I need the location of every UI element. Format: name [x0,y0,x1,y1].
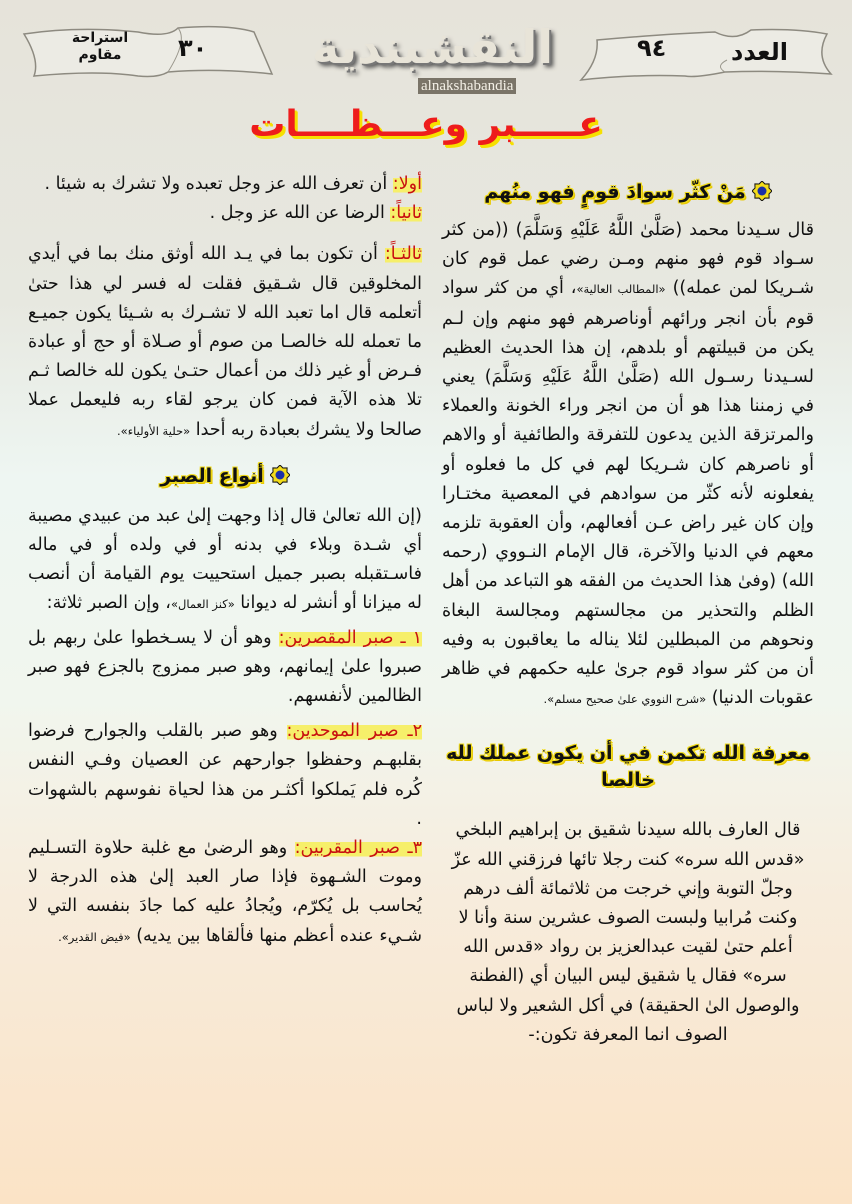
point-item [28,199,422,228]
point-text: الرضا عن الله عز وجل . [209,203,391,224]
point-item [28,240,422,445]
point-item [28,170,422,199]
intro-end: ، وإن الصبر ثلاثة: [46,593,171,614]
heading-text: أنواع الصبر [160,464,264,487]
octagram-star-icon [752,181,772,201]
heading-text: مَنْ كثّر سوادَ قومٍ فهو منُهم [484,181,746,203]
banner-right [575,20,837,82]
ribbon-banner-left-shape [18,20,276,82]
issue-number: ٩٤ [637,34,667,62]
type-label: ٣ـ صبر المقربين: [294,838,422,859]
left-column [28,170,422,952]
paragraph-knowledge: قال العارف بالله سيدنا شقيق بن إبراهيم البلخي «قدس الله سره» كنت رجلا تائها فرزقني الله عزّ وجلّ التوبة وإني خرجت من ثلاثمائة ألف درهم وكنت مُرابيا ولبست الصوف عشرين سنة وأنا لا أعلم حتىٰ لقيت عبدالعزيز بن رواد «قدس الله سره» فقال يا شقيق ليس البيان أي (الفطنة والوصول الىٰ الحقيقة) في أكل الشعير ولا لباس الصوف انما المعرفة تكون:- [451,820,805,1045]
paragraph-majority [442,216,814,714]
citation: «كنز العمال» [170,597,235,612]
right-column [442,178,814,1050]
point-label: أولا: [392,174,422,194]
logo-latin: alnakshabandia [418,78,516,94]
type-label: ١ ـ صبر المقصرين: [278,627,422,648]
logo-arabic: النقشبندية [312,20,554,74]
point-label: ثالثـاً: [384,244,422,265]
banner-left [18,20,276,82]
patience-type [28,834,422,952]
issue-label: العدد [731,38,788,66]
patience-intro [28,502,422,620]
page-header [0,0,852,100]
citation: «فيض القدير». [58,929,131,944]
paragraph-text: قال سـيدنا محمد (صَلَّىٰ اللَّهُ عَلَيْهِ وَسَلَّمَ) ((من كثر سـواد قوم فهو منهم ومـن رضي عمل قوم كان شـريكا لمن عمله)) [442,220,814,299]
banner-label-line1: استراحة [71,30,129,46]
type-text: وهو صبر بالقلب والجوارح فرضوا بقلبهـم وحفظوا جوارحهم عن العصيان وفـي النفس كُره فلم يَملكوا أكثـر من هذا لحياة نفوسهم بالشهوات . [28,721,422,829]
citation: «شرح النووي علىٰ صحيح مسلم». [543,692,707,707]
octagram-star-icon [270,465,290,485]
paragraph-text-cont: ، أي من كثر سواد قوم بأن انجر ورائهم أوناصرهم فهو منهم وإن لـم يكن من قبيلتهم أو بلدهم، إن هذا الحديث العظيم لسـيدنا رسـول الله (صَلَّىٰ اللَّهُ عَلَيْهِ وَسَلَّمَ) يعني في زمننا هذا هو أن من انجر وراء الخونة والعملاء والمرتزقة الذين يدعون للتفرقة والطائفية أو والاهم أو ناصرهم كان شـريكا لهم في كل ما فعلوه أو يفعلونه لأنه كثّر من سوادهم في المعصية مختـارا وإن كان غير راض عـن أفعالهم، وأن العقوبة تلزمه معهم في الدنيا والآخرة، قال الإمام النـووي (رحمه الله) (وفىٰ هذا الحديث من الفقه هو التباعد من أهل الظلم والتحذير من مجالستهم ومجالسة البغاة ونحوهم من المبطلين لئلا يناله ما يعاقبون به وفيه أن من كثر سواد قوم جرىٰ عليه حكمهم في ظاهر عقوبات الدنيا) [442,278,814,709]
citation: «المطالب العالية» [576,282,666,297]
citation: «حلية الأولياء». [117,423,191,438]
ribbon-banner-right-shape [575,20,837,82]
type-text: وهو الرضىٰ مع غلبة حلاوة التسـليم وموت الشـهوة فإذا صار العبد إلىٰ هذه الدرجة لا يُحاسب بل يُكرّم، ويُجادُ عليه كما جادَ بنفسه التي لا شـيء عنده أعظم منها فألقاها بين يديه) [28,838,422,946]
type-text: وهو أن لا يسـخطوا علىٰ ربهم بل صبروا علىٰ إيمانهم، وهو صبر ممزوج بالجزع فهو صبر الظالمين لأنفسهم. [28,627,422,707]
point-label: ثانياً: [390,203,422,224]
patience-type [28,624,422,712]
type-label: ٢ـ صبر الموحدين: [286,721,422,742]
magazine-logo [300,20,554,98]
page-title: عـــــبر وعـــظــــات [249,104,603,145]
banner-label-line2: مقاوم [78,47,122,63]
section-heading-majority [442,178,814,206]
section-heading-knowledge: معرفة الله تكمن في أن يكون عملك لله خالصا [446,742,810,792]
intro-text: (إن الله تعالىٰ قال إذا وجهت إلىٰ عبد من عبيدي مصيبة أي شـدة وبلاء في بدنه أو في ولده أو في ماله فاسـتقبله بصبر جميل استحييت يوم القيامة أن أنصب له ميزانا أو أنشر له ديوانا [28,505,422,614]
point-text: أن تكون بما في يـد الله أوثق منك بما في أيدي المخلوقين قال شـقيق فقلت له فسر لي هذا حتىٰ أتعلمه قال اما تعبد الله لا تشـرك به شـيئا يكون جميـع ما تعمله لله خالصـا من صوم أو صـلاة أو حج أو عبادة فـرض أو غير ذلك من أعمال حتـىٰ يكون لله خالصا ثـم تلا هذه الآية فمن كان يرجو لقاء ربه فليعمل عملا صالحا ولا يشرك بعبادة ربه أحدا [28,244,422,440]
page-number: ٣٠ [178,34,208,62]
section-heading-patience [28,462,422,490]
patience-type [28,717,422,834]
point-text: أن تعرف الله عز وجل تعبده ولا تشرك به شيئا . [44,174,393,194]
